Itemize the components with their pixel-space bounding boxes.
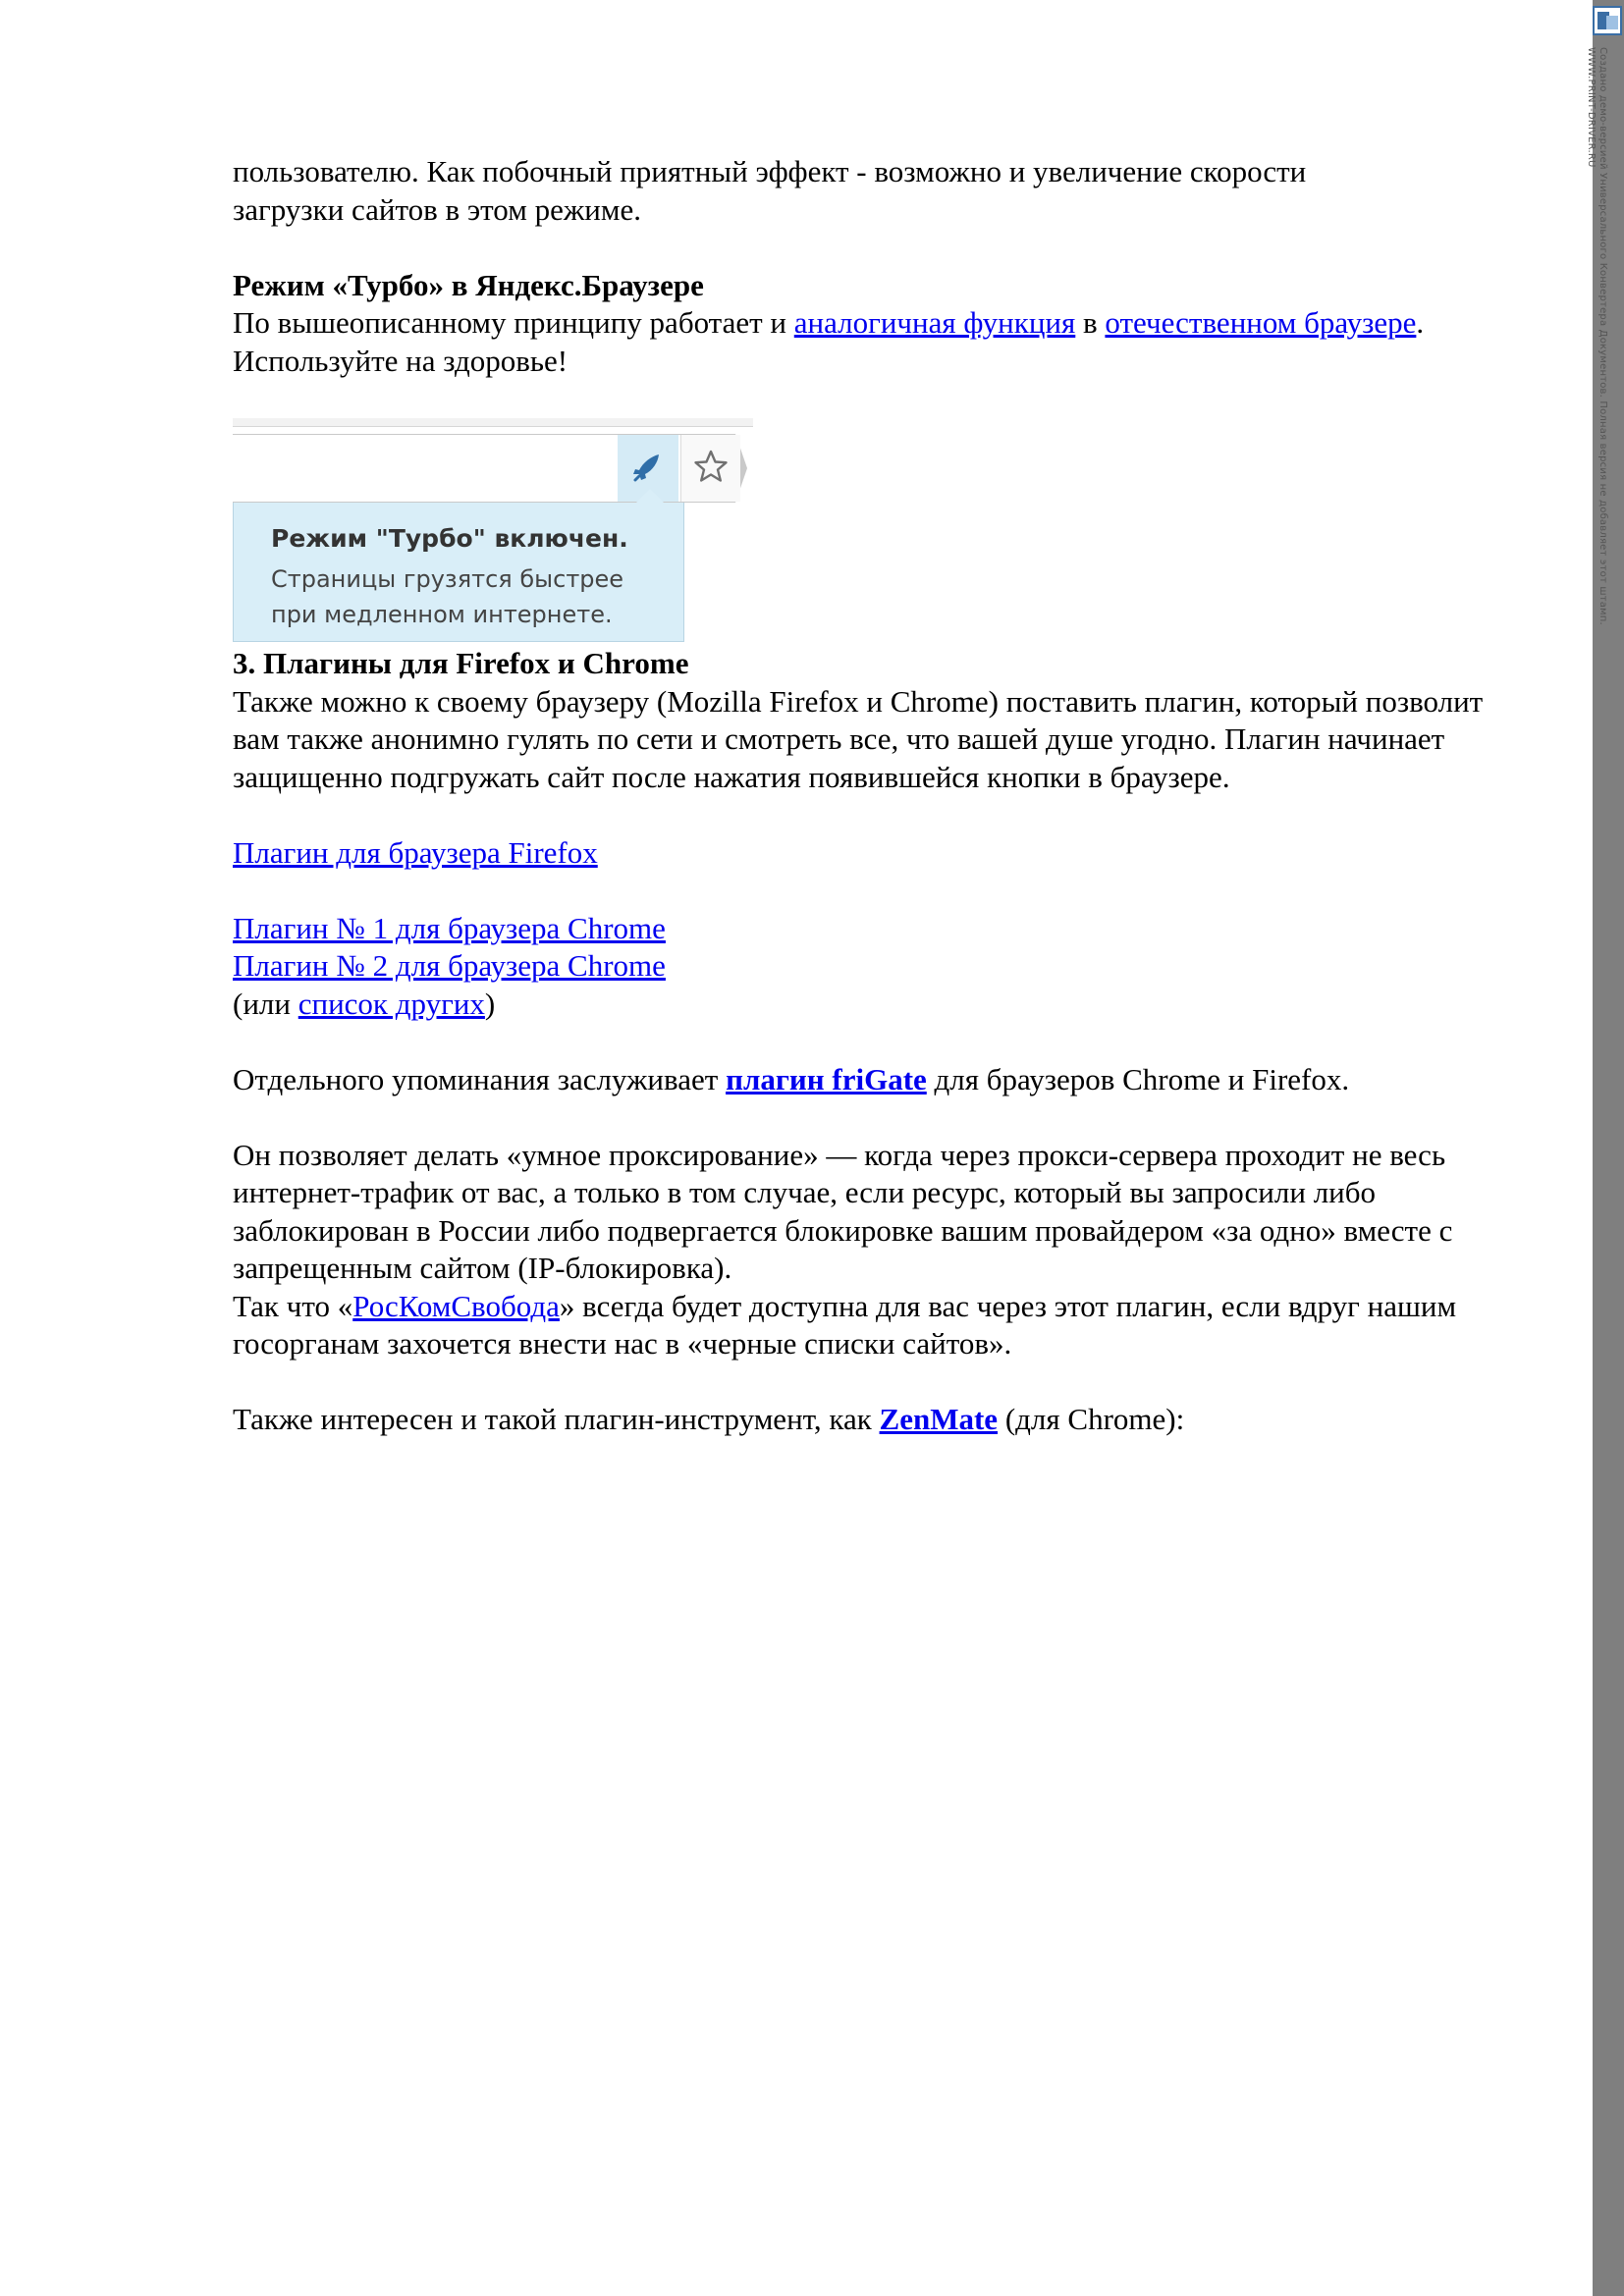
turbo-heading: Режим «Турбо» в Яндекс.Браузере (233, 267, 704, 302)
bookmark-button (680, 435, 740, 502)
frigate-paragraph: Отдельного упоминания заслуживает плагин friGate для браузеров Chrome и Firefox. (233, 1061, 1350, 1096)
chrome-plugin-2-link[interactable]: Плагин № 2 для браузера Chrome (233, 948, 666, 983)
others-line: (или список других) (233, 986, 496, 1021)
intro-line-2: загрузки сайтов в этом режиме. (233, 191, 641, 227)
others-list-link[interactable]: список других (298, 986, 485, 1021)
turbo-tooltip-text: Страницы грузятся быстрее при медленном интернете. (271, 565, 624, 628)
analog-function-link[interactable]: аналогичная функция (793, 305, 1076, 340)
turbo-tooltip (233, 503, 684, 642)
browser-toolbar (233, 418, 755, 503)
roskomsvoboda-paragraph: Так что «РосКомСвобода» всегда будет доступна для вас через этот плагин, если вдруг нашим госорганам захочется внести нас в «черные списки сайтов». (233, 1288, 1457, 1361)
turbo-tooltip-title: Режим "Турбо" включен. (271, 524, 628, 553)
printer-logo-icon (1593, 6, 1622, 35)
plugins-description: Также можно к своему браузеру (Mozilla Firefox и Chrome) поставить плагин, который позволит вам также анонимно гулять по сети и смотреть все, что вашей душе угодно. Плагин начинает защищенно подгружать сайт после нажатия появившейся кнопки в браузере. (233, 683, 1484, 794)
rocket-icon (629, 451, 665, 486)
demo-stamp-text: Создано демо-версией Универсального Конвертера Документов. Полная версия не добавляет этот штамп. WWW.PRINT-DRIVER.RU (1586, 47, 1608, 625)
plugins-heading: 3. Плагины для Firefox и Chrome (233, 646, 689, 680)
zenmate-paragraph: Также интересен и такой плагин-инструмент, как ZenMate (для Chrome): (233, 1402, 1185, 1436)
star-icon (693, 449, 729, 484)
chrome-plugin-1-link[interactable]: Плагин № 1 для браузера Chrome (233, 910, 666, 945)
turbo-paragraph: По вышеописанному принципу работает и аналогичная функция в отечественном браузере. Используйте на здоровье! (233, 305, 1425, 378)
domestic-browser-link[interactable]: отечественном браузере (1105, 305, 1417, 340)
turbo-screenshot (233, 418, 755, 642)
zenmate-link[interactable]: ZenMate (879, 1402, 999, 1436)
firefox-plugin-link[interactable]: Плагин для браузера Firefox (233, 834, 598, 870)
roskomsvoboda-link[interactable]: РосКомСвобода (352, 1288, 560, 1323)
intro-line-1: пользователю. Как побочный приятный эффект - возможно и увеличение скорости (233, 154, 1307, 188)
document-body (233, 153, 1509, 1439)
proxy-paragraph: Он позволяет делать «умное проксирование» — когда через прокси-сервера проходит не весь интернет-трафик от вас, а только в том случае, если ресурс, который вы запросили либо заблокирован в России либо подвергается блокировке вашим провайдером «за одно» вместе с запрещенным сайтом (IP-блокировка). (233, 1137, 1453, 1285)
frigate-link[interactable]: плагин friGate (726, 1061, 927, 1096)
